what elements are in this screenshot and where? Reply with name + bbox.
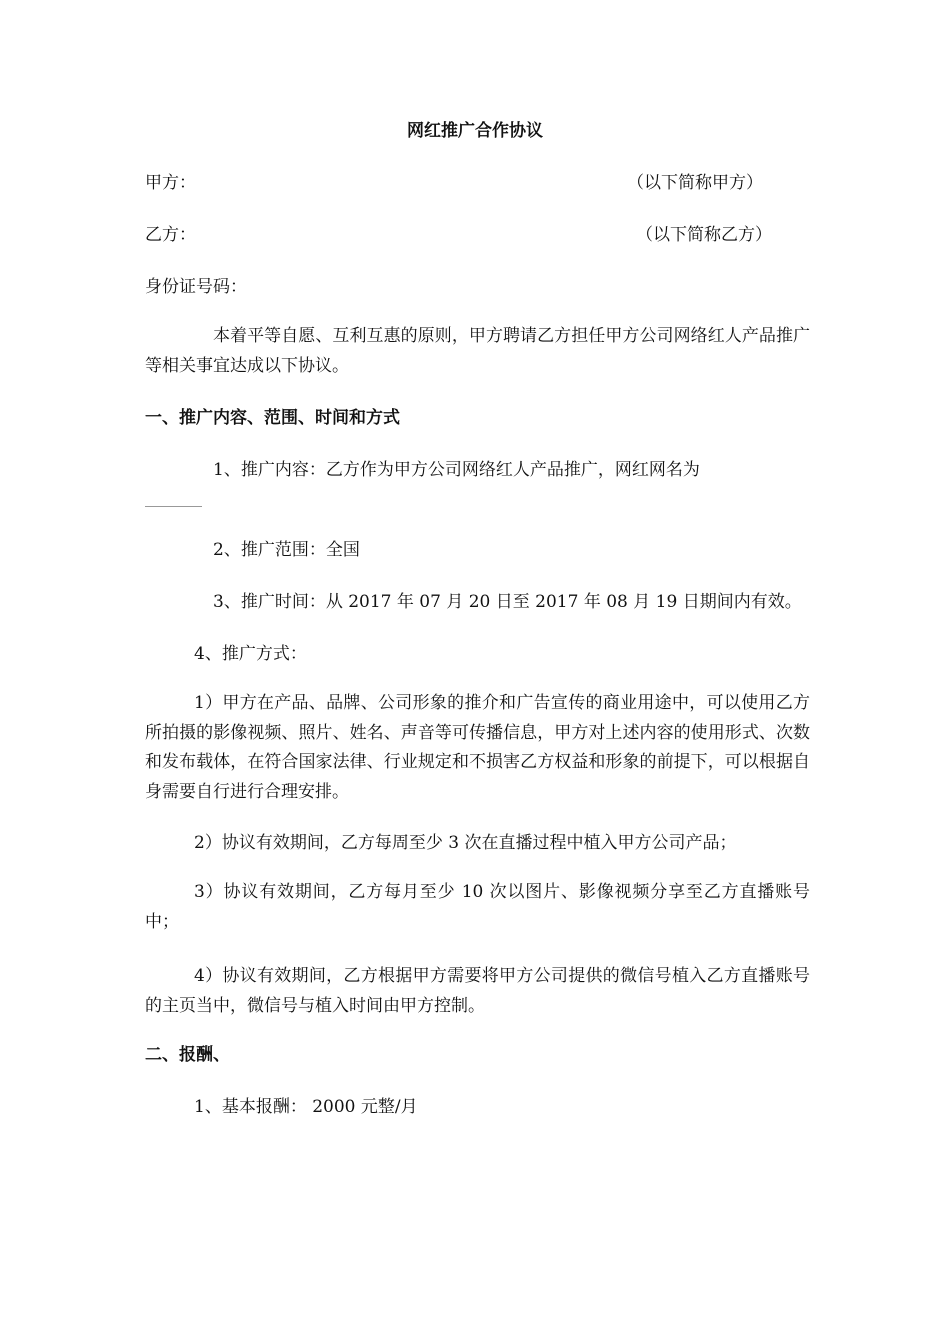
section1-item3: 3、推广时间：从 2017 年 07 月 20 日至 2017 年 08 月 19 日期间内有效。 <box>213 592 802 612</box>
section1-sub2: 2）协议有效期间，乙方每周至少 3 次在直播过程中植入甲方公司产品； <box>194 833 737 853</box>
section1-heading: 一、推广内容、范围、时间和方式 <box>145 408 400 428</box>
section1-sub3: 3）协议有效期间，乙方每月至少 10 次以图片、影像视频分享至乙方直播账号中； <box>145 882 810 932</box>
party-b-note: （以下简称乙方） <box>636 225 772 245</box>
party-a-label: 甲方： <box>145 173 196 193</box>
document-title: 网红推广合作协议 <box>407 121 543 141</box>
section2-item1: 1、基本报酬： 2000 元整/月 <box>194 1097 418 1117</box>
section1-item1: 1、推广内容：乙方作为甲方公司网络红人产品推广，网红网名为 <box>213 460 700 480</box>
section1-sub4: 4）协议有效期间，乙方根据甲方需要将甲方公司提供的微信号植入乙方直播账号的主页当中，微信号与植入时间由甲方控制。 <box>145 966 810 1016</box>
id-number-label: 身份证号码： <box>145 277 247 297</box>
party-a-note: （以下简称甲方） <box>627 173 763 193</box>
party-b-label: 乙方： <box>145 225 196 245</box>
section2-heading: 二、报酬、 <box>145 1045 230 1065</box>
name-blank-line <box>145 506 202 507</box>
section1-item4: 4、推广方式： <box>194 644 307 664</box>
intro-paragraph: 本着平等自愿、互利互惠的原则，甲方聘请乙方担任甲方公司网络红人产品推广等相关事宜达成以下协议。 <box>145 326 810 376</box>
section1-item2: 2、推广范围：全国 <box>213 540 360 560</box>
section1-sub1: 1）甲方在产品、品牌、公司形象的推介和广告宣传的商业用途中，可以使用乙方所拍摄的影像视频、照片、姓名、声音等可传播信息，甲方对上述内容的使用形式、次数和发布载体，在符合国家法律、行业规定和不损害乙方权益和形象的前提下，可以根据自身需要自行进行合理安排。 <box>145 693 810 802</box>
